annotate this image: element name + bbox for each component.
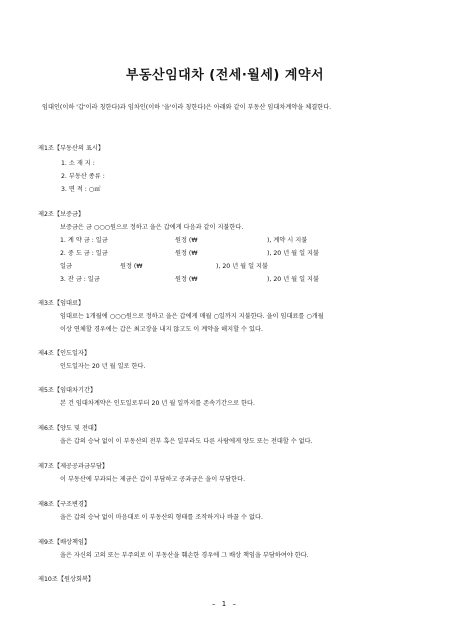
article-3-line-2: 이상 연체할 경우에는 갑은 최고장을 내지 않고도 이 계약을 해지할 수 있다. (60, 326, 263, 333)
article-1-heading: 제1조【부동산의 표시】 (38, 145, 105, 152)
document-title: 부동산임대차 (전세·월세) 계약서 (125, 68, 325, 83)
intro-paragraph: 임대인(이하 '갑'이라 칭한다)과 임차인(이하 '을'이라 칭한다)은 아래와 같이 부동산 임대차계약을 체결한다. (42, 104, 332, 111)
article-5-body: 본 건 임대차계약은 인도일로부터 20 년 월 일까지를 존속기간으로 한다. (60, 400, 255, 407)
deposit-row-1-amount: 원정 (₩ (175, 237, 198, 244)
article-7-body: 이 부동산에 부과되는 제금은 갑이 부담하고 공과금은 을이 부담한다. (60, 476, 246, 483)
article-1-line-3: 3. 면 적 : ○㎡ (61, 186, 101, 193)
article-4-body: 인도일자는 20 년 월 일로 한다. (60, 363, 146, 370)
article-4-heading: 제4조【인도일자】 (38, 350, 91, 357)
article-5-heading: 제5조【임대차기간】 (38, 387, 97, 394)
deposit-row-4-label: 3. 잔 금 : 일금 (60, 276, 100, 283)
article-2-heading: 제2조【보증금】 (38, 211, 85, 218)
article-6-heading: 제6조【양도 및 전대】 (38, 425, 101, 432)
deposit-row-1-label: 1. 계 약 금 : 일금 (60, 237, 108, 244)
deposit-row-4-amount: 원정 (₩ (175, 276, 198, 283)
article-9-heading: 제9조【배상책임】 (38, 539, 91, 546)
deposit-row-3-tail: ), 20 년 월 일 지불 (216, 263, 268, 270)
article-10-heading: 제10조【원상회복】 (38, 576, 95, 583)
article-6-body: 을은 갑의 승낙 없이 이 부동산의 전부 혹은 일부라도 다른 사람에게 양도 또는 전대할 수 없다. (60, 438, 313, 445)
deposit-row-4-tail: ), 20 년 월 일 지불 (267, 276, 319, 283)
article-1-line-2: 2. 부동산 종류 : (61, 173, 105, 180)
article-3-heading: 제3조【임대료】 (38, 300, 85, 307)
deposit-row-3-label: 일금 (60, 263, 72, 270)
article-8-heading: 제8조【구조변경】 (38, 501, 91, 508)
deposit-row-1-tail: ), 계약 시 지불 (267, 237, 308, 244)
deposit-row-2-tail: ), 20 년 월 일 지불 (267, 250, 319, 257)
article-2-body: 보증금은 금 ○○○원으로 정하고 을은 갑에게 다음과 같이 지불한다. (60, 224, 244, 231)
article-1-line-1: 1. 소 재 지 : (61, 160, 95, 167)
deposit-row-3-amount: 원정 (₩ (120, 263, 143, 270)
article-8-body: 을은 갑의 승낙 없이 마음대로 이 부동산의 형태를 조작하거나 바꿀 수 없다. (60, 514, 263, 521)
deposit-row-2-label: 2. 중 도 금 : 일금 (60, 250, 108, 257)
article-3-line-1: 임대료는 1개월에 ○○○원으로 정하고 을은 갑에게 매월 ○일까지 지불한다. 을이 임대료를 ○개월 (60, 313, 324, 320)
page-number: – 1 – (212, 600, 238, 608)
article-7-heading: 제7조【제공공과금부담】 (38, 463, 109, 470)
deposit-row-2-amount: 원정 (₩ (175, 250, 198, 257)
article-9-body: 을은 자신의 고의 또는 부주의로 이 부동산을 훼손한 경우에 그 배상 책임을 부담하여야 한다. (60, 552, 309, 559)
